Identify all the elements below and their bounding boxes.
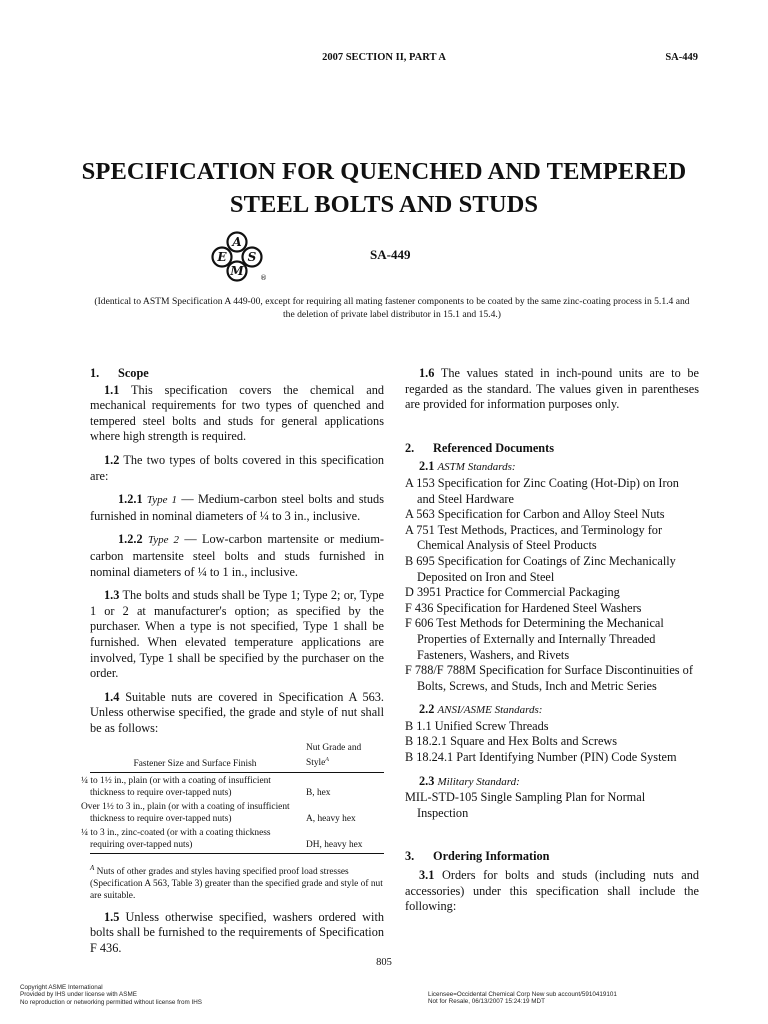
- footer-license: [428, 991, 617, 1006]
- reference-item: F 788/F 788M Specification for Surface Discontinuities of Bolts, Screws, and Studs, Inch and Metric Series: [405, 663, 693, 693]
- reference-item: A 751 Test Methods, Practices, and Terminology for Chemical Analysis of Steel Products: [405, 522, 663, 553]
- logo-letter-m: M: [230, 264, 244, 278]
- paragraph-text: The bolts and studs shall be Type 1; Type 2; or, Type 1 or 2 at manufacturer's option; as specified by the purchaser. When a type is not specified, Type 1 shall be furnished. When elevated temperature applications are involved, Type 1 shall be specified by the purchaser on the order.: [90, 588, 385, 681]
- running-header: 2007 SECTION II, PART A: [322, 52, 446, 63]
- footer-line: No reproduction or networking permitted without license from IHS: [20, 998, 202, 1006]
- paragraph-text: — Low-carbon martensite or medium-carbon martensite steel bolts and studs furnished in nominal diameters of: [90, 532, 384, 579]
- reference-item: A 563 Specification for Carbon and Alloy Steel Nuts: [405, 507, 665, 522]
- section-title: Referenced Documents: [433, 440, 554, 455]
- paragraph-number: 2.3: [419, 773, 435, 788]
- paragraph-text: Orders for bolts and studs (including nuts and accessories) under this specification shall include the following:: [405, 868, 699, 914]
- footnote-mark: A: [90, 863, 95, 872]
- subsection-ansi: [405, 702, 699, 719]
- reference-item: F 606 Test Methods for Determining the Mechanical Properties of Externally and Internally Threaded Fasteners, Washers, and Rivets: [405, 616, 664, 662]
- paragraph-number: 1.2.2: [118, 532, 143, 547]
- paragraph-text: Suitable nuts are covered in Specification A 563. Unless otherwise specified, the grade and style of nut shall be as follows:: [90, 689, 385, 735]
- table-cell-size: ¼ to 3 in., zinc-coated (or with a coating thickness requiring over-tapped nuts): [90, 825, 300, 854]
- footnote-mark: A: [325, 757, 329, 764]
- registered-mark: ®: [260, 274, 267, 282]
- paragraph-number: 2.2: [419, 702, 435, 717]
- paragraph-1-2: [90, 453, 384, 484]
- type-label: Type 2: [147, 534, 180, 547]
- paragraph-1-1: [90, 383, 384, 445]
- table-footnote: [90, 862, 384, 902]
- reference-item: D 3951 Practice for Commercial Packaging: [405, 585, 620, 600]
- subsection-title: ASTM Standards:: [437, 461, 516, 474]
- paragraph-number: 1.1: [104, 382, 120, 397]
- identical-note: (Identical to ASTM Specification A 449-00, except for requiring all mating fastener components to be coated by the same zinc-coating process in 5.1.4 and the deletion of private label distributor in 15.1 and 15.4.): [94, 296, 690, 320]
- table-header-size: Fastener Size and Surface Finish: [90, 742, 300, 772]
- paragraph-1-4: [90, 690, 384, 737]
- paragraph-number: 1.2.1: [118, 492, 143, 507]
- table-cell-size: ¼ to 1½ in., plain (or with a coating of insufficient thickness to require over-tapped nuts): [81, 775, 271, 798]
- paragraph-number: 2.1: [419, 459, 435, 474]
- paragraph-text: Unless otherwise specified, washers ordered with bolts shall be furnished to the requirements of Specification F 436.: [90, 909, 385, 955]
- paragraph-1-6: [405, 366, 699, 413]
- paragraph-1-5: [90, 910, 384, 957]
- subsection-title: Military Standard:: [437, 775, 520, 788]
- paragraph-1-2-1: [90, 492, 384, 524]
- paragraph-text: This specification covers the chemical and mechanical requirements for two types of quenched and tempered steel bolts and studs for general applications where high strength is required.: [90, 382, 385, 444]
- reference-item: B 18.2.1 Square and Hex Bolts and Screws: [405, 734, 618, 749]
- paragraph-number: 1.2: [104, 452, 120, 467]
- section-heading-scope: [90, 366, 384, 382]
- reference-item: F 436 Specification for Hardened Steel Washers: [405, 600, 642, 615]
- logo-letter-s: S: [247, 250, 257, 264]
- nut-grade-table: [81, 742, 384, 853]
- paragraph-1-2-2: [90, 532, 384, 580]
- title-line-2: STEEL BOLTS AND STUDS: [229, 191, 539, 218]
- section-number: 2.: [405, 440, 415, 455]
- reference-item: MIL-STD-105 Single Sampling Plan for Normal Inspection: [405, 790, 646, 820]
- paragraph-text: to 3 in., inclusive.: [272, 508, 361, 523]
- paragraph-number: 1.5: [104, 909, 120, 924]
- subsection-military: [405, 774, 699, 791]
- reference-item: B 695 Specification for Coatings of Zinc Mechanically Deposited on Iron and Steel: [405, 553, 676, 584]
- type-label: Type 1: [146, 494, 177, 507]
- fraction: ¼: [197, 564, 207, 579]
- right-column: [405, 366, 699, 915]
- footer-line: Licensee=Occidental Chemical Corp New sub account/5910419101: [428, 991, 617, 998]
- logo-letter-a: A: [232, 235, 242, 249]
- section-number: 1.: [90, 366, 100, 380]
- section-heading-ordering: [405, 849, 699, 865]
- table-cell-size: Over 1½ to 3 in., plain (or with a coating of insufficient thickness to require over-tapped nuts): [81, 801, 290, 824]
- section-title: Scope: [118, 366, 149, 380]
- page-number: 805: [376, 957, 392, 968]
- footer-line: Not for Resale, 06/13/2007 15:24:19 MDT: [428, 998, 545, 1006]
- ansi-reference-list: [405, 719, 699, 766]
- table-row: [90, 799, 384, 825]
- reference-item: B 1.1 Unified Screw Threads: [405, 718, 549, 733]
- paragraph-number: 3.1: [419, 868, 435, 883]
- section-heading-referenced-documents: [405, 441, 699, 457]
- subsection-title: ANSI/ASME Standards:: [437, 704, 543, 717]
- table-cell-nut: A, heavy hex: [306, 813, 356, 824]
- table-cell-nut: DH, heavy hex: [300, 825, 384, 854]
- paragraph-text: to 1 in., inclusive.: [209, 564, 299, 579]
- fraction: ¼: [259, 508, 269, 523]
- footnote-text: Nuts of other grades and styles having specified proof load stresses (Specification A 563, Table 3) greater than the specified grade and style of nut are suitable.: [90, 866, 383, 901]
- table-header-nut-text: Nut Grade and Style: [306, 743, 362, 769]
- reference-item: A 153 Specification for Zinc Coating (Hot-Dip) on Iron and Steel Hardware: [405, 475, 679, 506]
- page-title: [60, 155, 708, 221]
- table-header-nut: [300, 742, 384, 772]
- title-line-1: SPECIFICATION FOR QUENCHED AND TEMPERED: [81, 158, 687, 185]
- logo-letter-e: E: [217, 250, 227, 264]
- military-reference-list: [405, 790, 699, 821]
- table-row: [90, 772, 384, 799]
- paragraph-text: The two types of bolts covered in this specification are:: [90, 452, 384, 483]
- paragraph-number: 1.4: [104, 689, 120, 704]
- reference-item: B 18.24.1 Part Identifying Number (PIN) Code System: [405, 750, 677, 765]
- footer-line: Copyright ASME International: [20, 984, 103, 991]
- running-header-spec-id: SA-449: [665, 52, 698, 63]
- paragraph-number: 1.3: [104, 588, 120, 603]
- subsection-astm: [405, 459, 699, 476]
- spec-designation: SA-449: [370, 247, 411, 262]
- paragraph-3-1: [405, 868, 699, 915]
- astm-reference-list: [405, 476, 699, 694]
- asme-logo: [207, 228, 267, 284]
- paragraph-text: The values stated in inch-pound units are to be regarded as the standard. The values given in parentheses are provided for information purposes only.: [405, 366, 700, 412]
- section-title: Ordering Information: [433, 849, 550, 864]
- table-cell-nut: B, hex: [306, 787, 331, 798]
- paragraph-number: 1.6: [419, 366, 435, 380]
- footer-copyright: [20, 984, 202, 1006]
- section-number: 3.: [405, 849, 415, 864]
- footer-line: Provided by IHS under license with ASME: [20, 991, 137, 999]
- paragraph-text: — Medium-carbon steel bolts and studs furnished in nominal diameters of: [90, 492, 384, 523]
- paragraph-1-3: [90, 588, 384, 682]
- left-column: [81, 366, 385, 957]
- table-row: [90, 825, 384, 854]
